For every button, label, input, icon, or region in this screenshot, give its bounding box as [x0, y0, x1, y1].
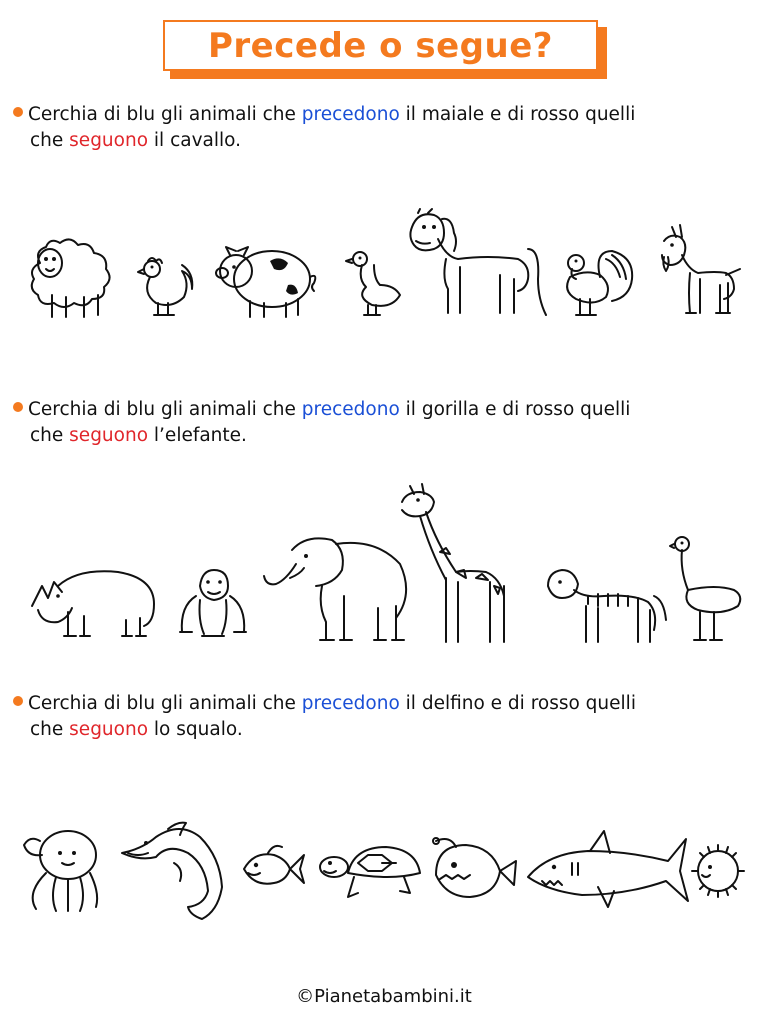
anglerfish-icon[interactable]: [432, 835, 518, 903]
keyword-red: seguono: [69, 719, 149, 740]
exercise-3-instruction: Cerchia di blu gli animali che precedono il delfino e di rosso quelli che seguono lo squalo.: [13, 691, 758, 743]
gorilla-icon[interactable]: [174, 566, 252, 638]
bullet-icon: [13, 107, 23, 117]
keyword-red: seguono: [69, 130, 149, 151]
zebra-icon[interactable]: [542, 566, 668, 644]
keyword-blue: precedono: [301, 104, 400, 125]
exercise-1-instruction: Cerchia di blu gli animali che precedono il maiale e di rosso quelli che seguono il cavallo.: [13, 102, 758, 154]
keyword-blue: precedono: [301, 693, 400, 714]
rooster-icon[interactable]: [128, 253, 196, 319]
ostrich-icon[interactable]: [670, 536, 746, 644]
rhinoceros-icon[interactable]: [28, 566, 158, 640]
animal-row-safari: [0, 478, 768, 648]
animal-row-sea: [0, 815, 768, 925]
keyword-blue: precedono: [301, 399, 400, 420]
keyword-red: seguono: [69, 425, 149, 446]
site-name[interactable]: Pianetabambini.it: [314, 986, 472, 1007]
pufferfish-icon[interactable]: [688, 841, 750, 903]
sheep-icon[interactable]: [22, 233, 118, 321]
title-box: [163, 20, 598, 71]
shark-icon[interactable]: [526, 829, 688, 913]
goat-icon[interactable]: [650, 223, 746, 319]
turtle-icon[interactable]: [318, 843, 422, 901]
fish-icon[interactable]: [240, 843, 306, 895]
exercise-2-instruction: Cerchia di blu gli animali che precedono il gorilla e di rosso quelli che seguono l’elefante.: [13, 397, 758, 449]
footer-credit: [0, 986, 768, 1007]
elephant-icon[interactable]: [262, 534, 412, 644]
pig-icon[interactable]: [210, 241, 316, 323]
dolphin-icon[interactable]: [118, 819, 230, 923]
copyright-icon: ©: [296, 986, 315, 1007]
octopus-icon[interactable]: [22, 825, 102, 915]
animal-row-farm: [0, 205, 768, 325]
horse-icon[interactable]: [402, 209, 548, 321]
giraffe-icon[interactable]: [396, 482, 524, 644]
goose-icon[interactable]: [346, 249, 402, 319]
bullet-icon: [13, 402, 23, 412]
bullet-icon: [13, 696, 23, 706]
page-title: Precede o segue?: [207, 25, 553, 66]
turkey-icon[interactable]: [560, 247, 636, 321]
